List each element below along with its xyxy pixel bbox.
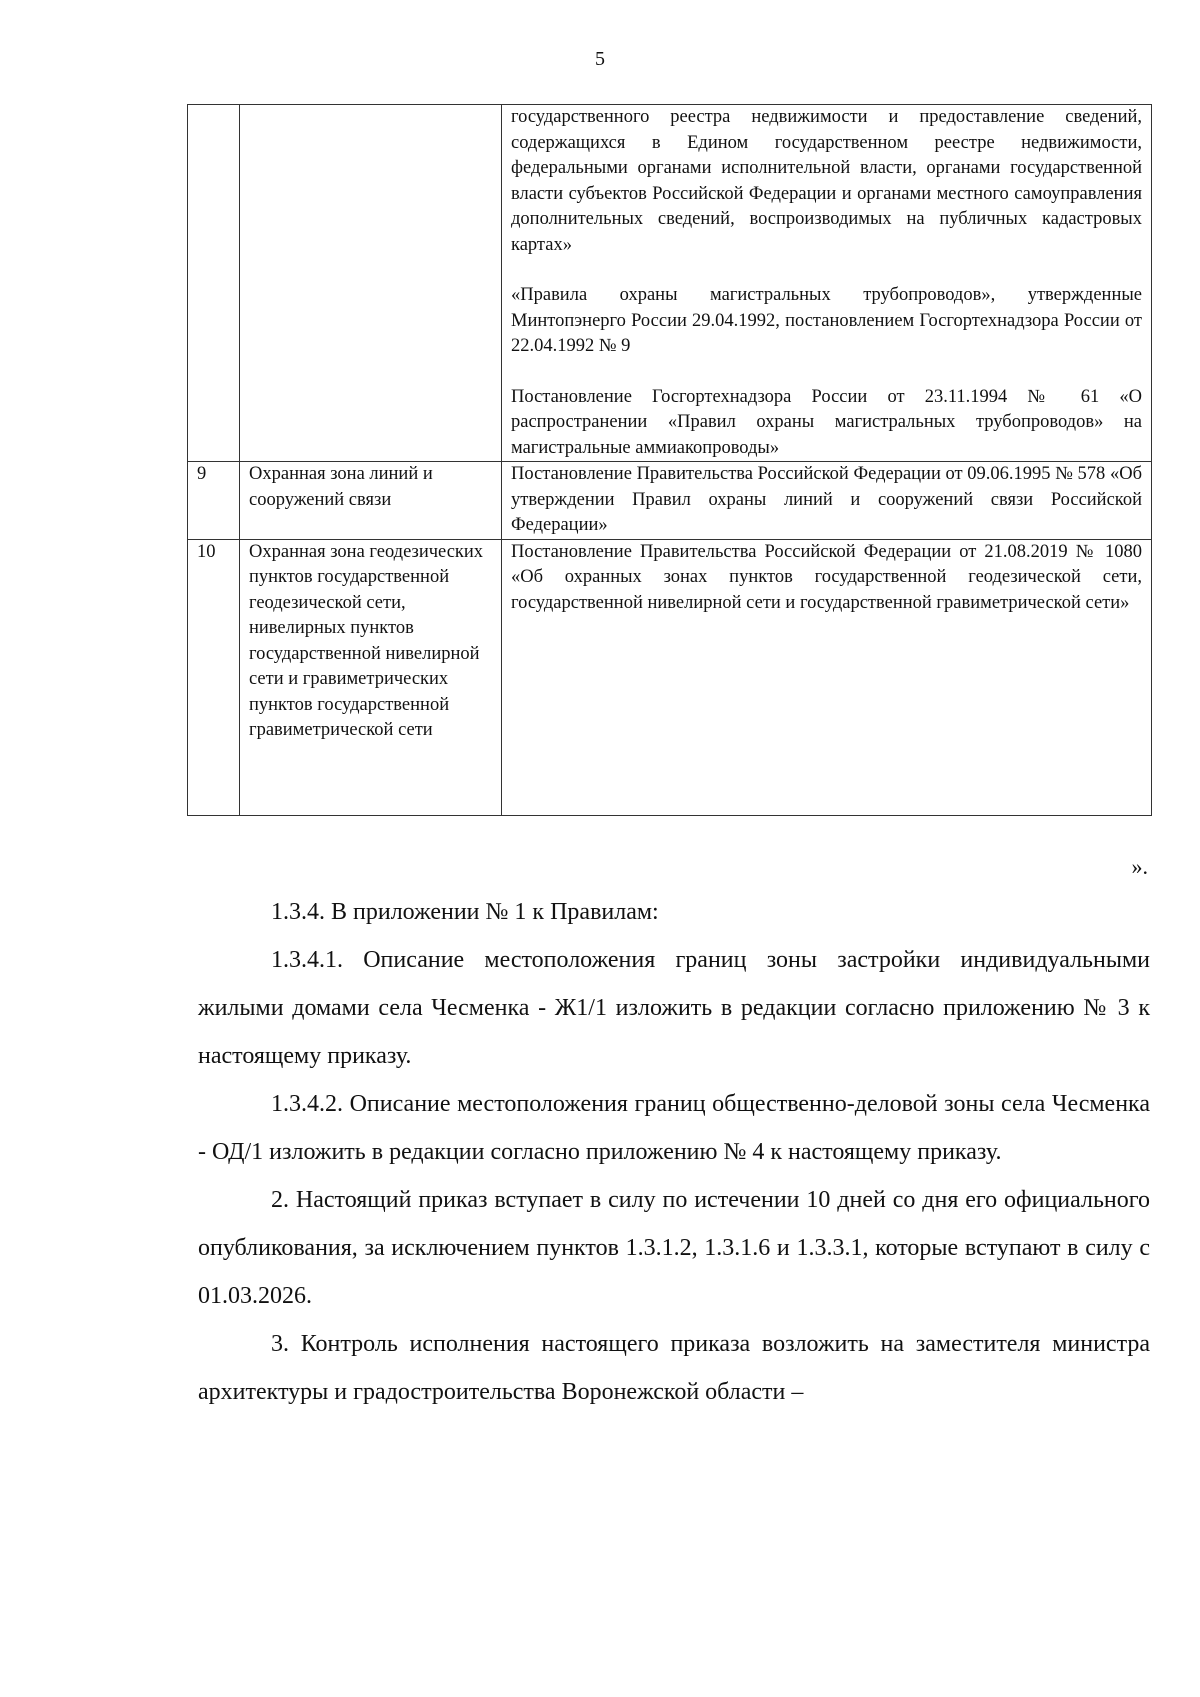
legal-act-text: государственного реестра недвижимости и предоставление сведений, содержащихся в Едином государственном реестре недвижимости, федеральными органами исполнительной власти, органами государственной власти субъектов Российской Федерации и органами местного самоуправления дополнительных сведений, воспроизводимых на публичных кадастровых картах»	[511, 107, 1142, 255]
zone-name-cell: Охранная зона линий и сооружений связи	[240, 462, 502, 540]
legal-acts-cell	[502, 462, 1152, 540]
paragraph: 1.3.4. В приложении № 1 к Правилам:	[271, 899, 659, 925]
row-number-cell: 9	[188, 462, 240, 540]
legal-acts-cell	[502, 105, 1152, 462]
paragraph: 1.3.4.2. Описание местоположения границ общественно-деловой зоны села Чесменка - ОД/1 изложить в редакции согласно приложению № 4 к настоящему приказу.	[198, 1091, 1150, 1165]
legal-act-text: «Правила охраны магистральных трубопроводов», утвержденные Минтопэнерго России 29.04.1992, постановлением Госгортехнадзора России от 22.04.1992 № 9	[511, 285, 1142, 356]
paragraph: 2. Настоящий приказ вступает в силу по истечении 10 дней со дня его официального опубликования, за исключением пунктов 1.3.1.2, 1.3.1.6 и 1.3.3.1, которые вступают в силу с 01.03.2026.	[198, 1187, 1150, 1309]
page-number: 5	[595, 48, 605, 70]
legal-acts-cell	[502, 539, 1152, 815]
paragraph: 1.3.4.1. Описание местоположения границ зоны застройки индивидуальными жилыми домами села Чесменка - Ж1/1 изложить в редакции согласно приложению № 3 к настоящему приказу.	[198, 947, 1150, 1069]
legal-act-text: Постановление Правительства Российской Федерации от 09.06.1995 № 578 «Об утверждении Правил охраны линий и сооружений связи Российской Федерации»	[511, 464, 1142, 535]
row-number-cell: 10	[188, 539, 240, 815]
table-row	[188, 462, 1152, 540]
closing-quote: ».	[1131, 854, 1148, 879]
table-row	[188, 539, 1152, 815]
legal-act-text: Постановление Госгортехнадзора России от 23.11.1994 № 61 «О распространении «Правил охраны магистральных трубопроводов» на магистральные аммиакопроводы»	[511, 386, 1142, 458]
table-row	[188, 105, 1152, 462]
paragraph: 3. Контроль исполнения настоящего приказа возложить на заместителя министра архитектуры и градостроительства Воронежской области –	[198, 1331, 1150, 1405]
row-number-cell	[188, 105, 240, 462]
zone-name-cell: Охранная зона геодезических пунктов государственной геодезической сети, нивелирных пунктов государственной нивелирной сети и гравиметрических пунктов государственной гравиметрической сети	[240, 539, 502, 815]
regulations-table	[187, 104, 1152, 816]
zone-name-cell	[240, 105, 502, 462]
order-body	[198, 888, 1150, 1416]
legal-act-text: Постановление Правительства Российской Федерации от 21.08.2019 № 1080 «Об охранных зонах пунктов государственной геодезической сети, государственной нивелирной сети и государственной гравиметрической сети»	[511, 541, 1142, 613]
